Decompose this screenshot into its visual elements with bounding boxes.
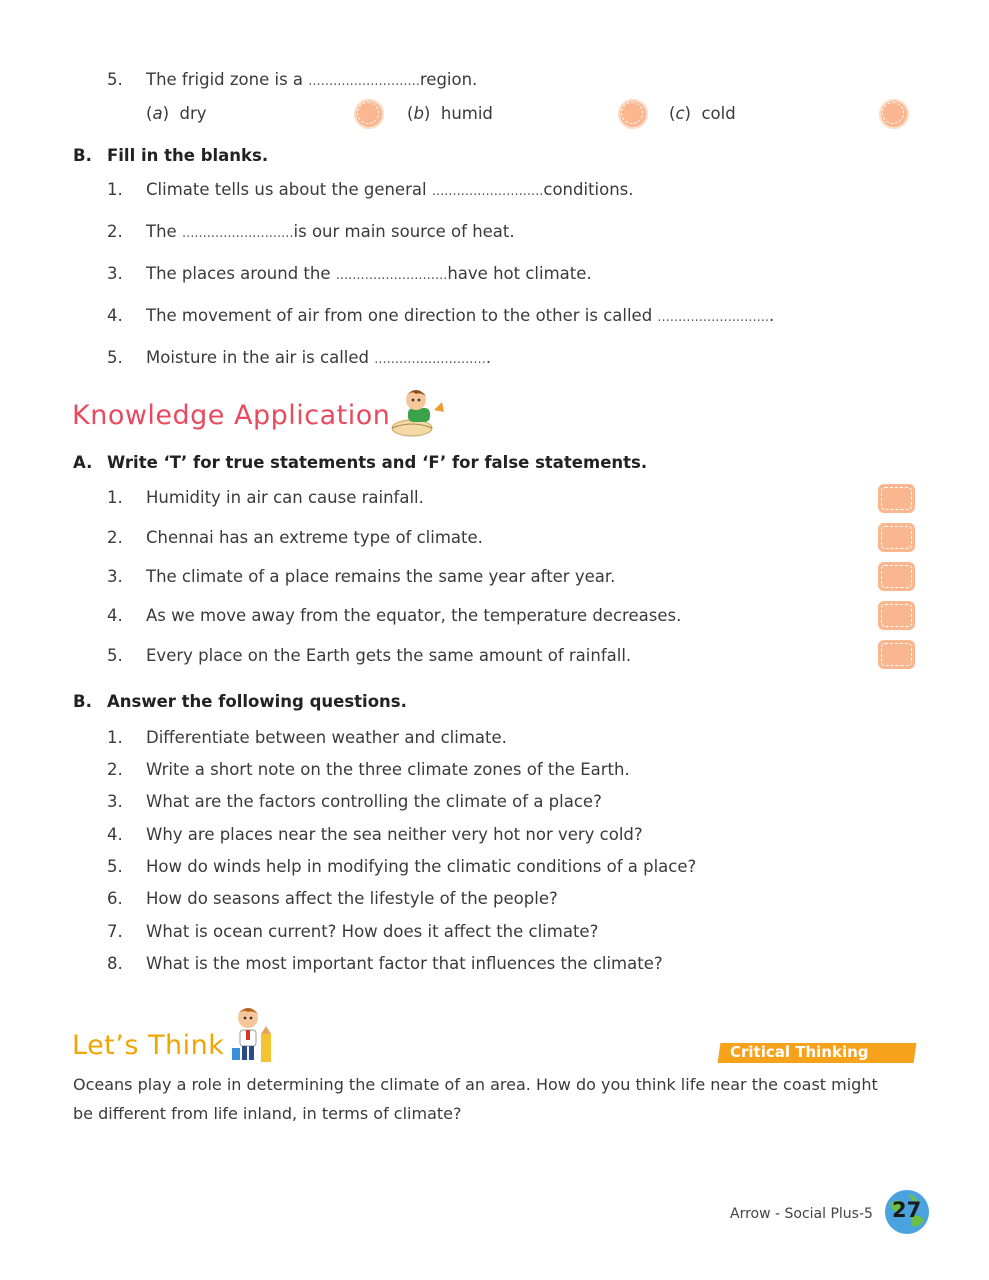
tf-answer-box[interactable] (878, 523, 915, 552)
option-a: (a) dry (146, 104, 207, 123)
answer-circle-b[interactable] (618, 99, 648, 129)
page-number: 27 (892, 1198, 922, 1222)
question-item: What is ocean current? How does it affect the climate? (146, 922, 599, 941)
fill-item: The places around the ...........................have hot climate. (146, 264, 592, 283)
tf-item: Every place on the Earth gets the same amount of rainfall. (146, 646, 632, 665)
fill-item: Climate tells us about the general ...........................conditions. (146, 180, 634, 199)
mcq-text: The frigid zone is a ...........................region. (146, 70, 478, 89)
tf-item: The climate of a place remains the same year after year. (146, 567, 616, 586)
think-question-line2: be different from life inland, in terms of climate? (73, 1104, 462, 1123)
reading-boy-icon (386, 384, 448, 442)
question-item: How do seasons affect the lifestyle of the people? (146, 889, 558, 908)
fill-item: The ...........................is our main source of heat. (146, 222, 515, 241)
tf-answer-box[interactable] (878, 484, 915, 513)
fill-item: The movement of air from one direction to the other is called ............................ (146, 306, 775, 325)
question-item: What is the most important factor that influences the climate? (146, 954, 663, 973)
answer-circle-c[interactable] (879, 99, 909, 129)
fill-item: Moisture in the air is called ............................ (146, 348, 492, 367)
option-c: (c) cold (669, 104, 736, 123)
critical-thinking-label: Critical Thinking (730, 1043, 869, 1061)
section-title: Fill in the blanks. (107, 146, 269, 165)
mcq-number: 5. (107, 70, 123, 89)
tf-answer-box[interactable] (878, 562, 915, 591)
question-item: Why are places near the sea neither very hot nor very cold? (146, 825, 643, 844)
tf-item: Chennai has an extreme type of climate. (146, 528, 483, 547)
question-item: Differentiate between weather and climate. (146, 728, 507, 747)
option-b: (b) humid (407, 104, 493, 123)
question-item: What are the factors controlling the climate of a place? (146, 792, 602, 811)
knowledge-application-heading: Knowledge Application (72, 400, 391, 431)
tf-item: As we move away from the equator, the temperature decreases. (146, 606, 682, 625)
answer-circle-a[interactable] (354, 99, 384, 129)
section-label: B. (73, 146, 92, 165)
thinking-boy-icon (230, 1004, 276, 1066)
tf-answer-box[interactable] (878, 640, 915, 669)
tf-item: Humidity in air can cause rainfall. (146, 488, 424, 507)
question-item: Write a short note on the three climate zones of the Earth. (146, 760, 630, 779)
tf-answer-box[interactable] (878, 601, 915, 630)
section-title: Write ‘T’ for true statements and ‘F’ for false statements. (107, 453, 648, 472)
question-item: How do winds help in modifying the climatic conditions of a place? (146, 857, 697, 876)
lets-think-heading: Let’s Think (72, 1030, 225, 1061)
think-question-line1: Oceans play a role in determining the climate of an area. How do you think life near the coast might (73, 1075, 878, 1094)
footer-book-title: Arrow - Social Plus-5 (730, 1206, 873, 1222)
section-title: Answer the following questions. (107, 692, 407, 711)
